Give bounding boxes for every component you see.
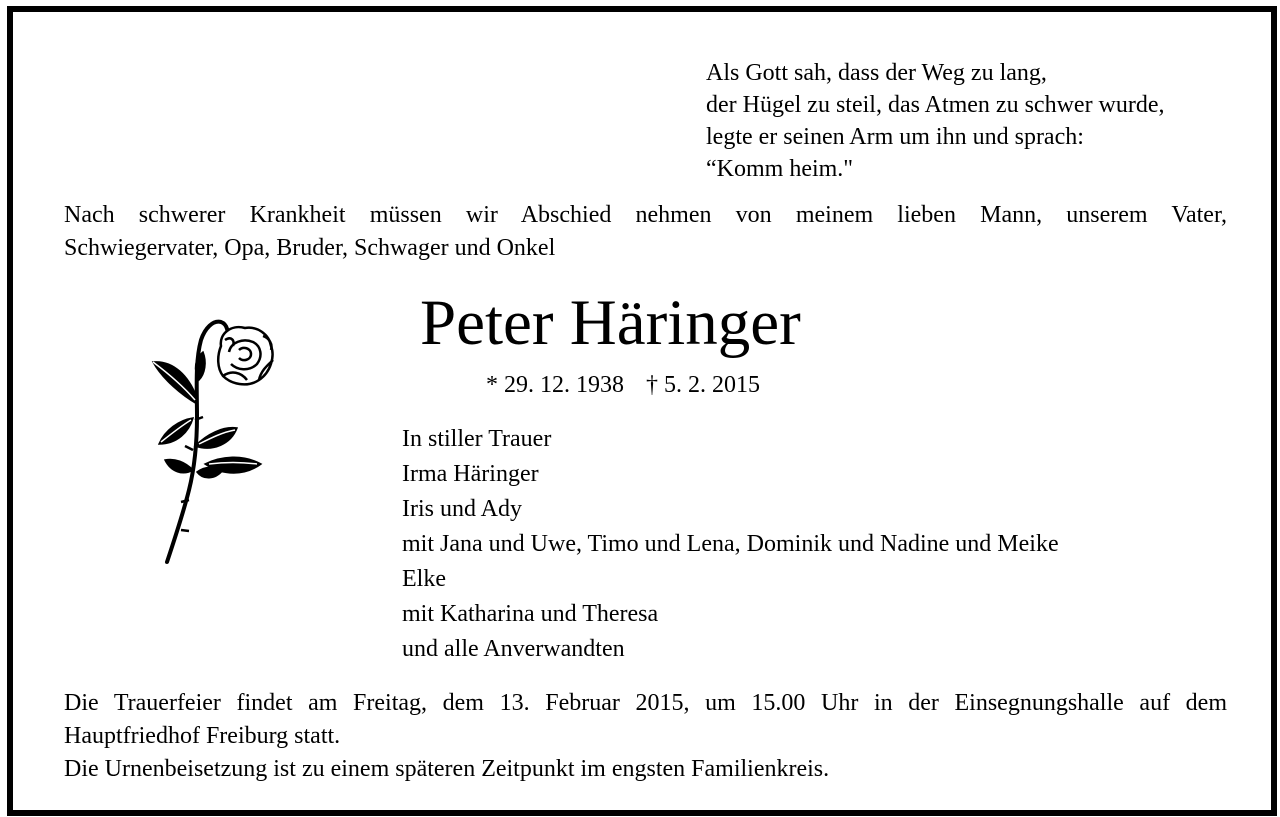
mourner-line: Iris und Ady (402, 496, 522, 522)
notice-line: Die Urnenbeisetzung ist zu einem späteren Zeitpunkt im engsten Familienkreis. (64, 756, 830, 782)
funeral-notice (64, 687, 1234, 786)
obituary-card (7, 6, 1277, 816)
poem-line: der Hügel zu steil, das Atmen zu schwer wurde, (706, 92, 1165, 118)
rose-icon (123, 300, 299, 578)
poem-line: “Komm heim." (706, 156, 854, 182)
birth-date: * 29. 12. 1938 (486, 372, 624, 398)
mourner-line: mit Jana und Uwe, Timo und Lena, Dominik und Nadine und Meike (402, 531, 1059, 557)
intro-line: Nach schwerer Krankheit müssen wir Abschied nehmen von meinem lieben Mann, unserem Vater, (64, 202, 1227, 228)
life-dates (486, 369, 760, 401)
mourner-line: mit Katharina und Theresa (402, 601, 659, 627)
intro-text (64, 199, 1234, 265)
poem-line: legte er seinen Arm um ihn und sprach: (706, 124, 1084, 150)
deceased-name: Peter Häringer (420, 287, 801, 359)
poem (706, 57, 1165, 185)
mourner-line: und alle Anverwandten (402, 636, 625, 662)
mourners-list (402, 422, 1059, 667)
mourner-line: Elke (402, 566, 446, 592)
intro-line: Schwiegervater, Opa, Bruder, Schwager und Onkel (64, 235, 556, 261)
mourner-line: In stiller Trauer (402, 426, 552, 452)
notice-line: Hauptfriedhof Freiburg statt. (64, 723, 341, 749)
mourner-line: Irma Häringer (402, 461, 539, 487)
poem-line: Als Gott sah, dass der Weg zu lang, (706, 60, 1047, 86)
death-date: † 5. 2. 2015 (646, 372, 760, 398)
notice-line: Die Trauerfeier findet am Freitag, dem 13. Februar 2015, um 15.00 Uhr in der Einsegnungshalle auf dem (64, 690, 1227, 716)
